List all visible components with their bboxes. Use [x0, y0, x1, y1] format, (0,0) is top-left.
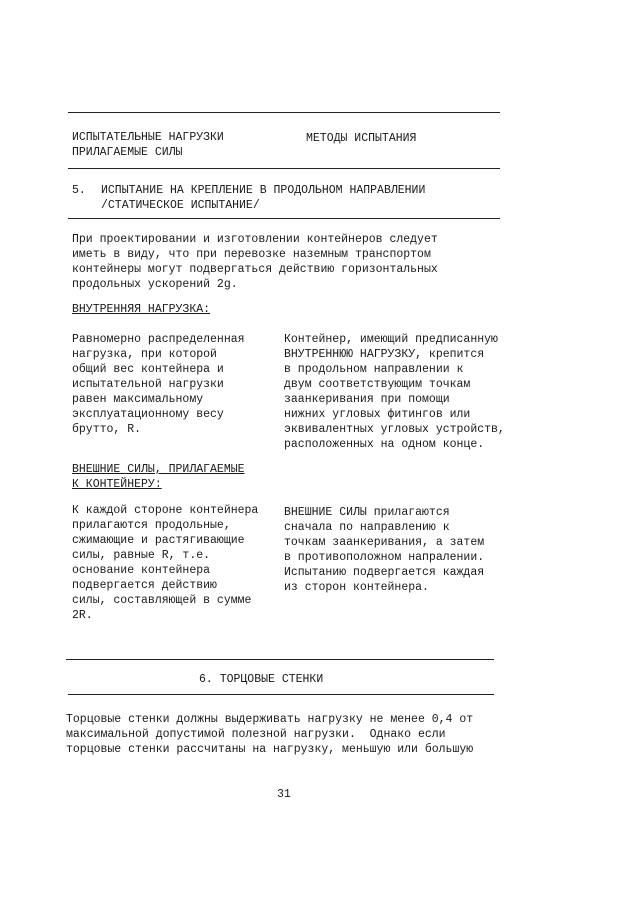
intro-line: продольных ускорений 2g.	[72, 278, 238, 291]
external-forces-right-line: ВНЕШНИЕ СИЛЫ прилагаются	[284, 506, 450, 519]
internal-load-left-line: равен максимальному	[72, 393, 204, 406]
external-forces-left-line: К каждой стороне контейнера	[72, 504, 259, 517]
internal-load-right	[284, 332, 505, 452]
external-forces-left-line: 2R.	[72, 609, 93, 622]
internal-load-right-line: ВНУТРЕННЮЮ НАГРУЗКУ, крепится	[284, 348, 485, 361]
internal-load-left-line: брутто, R.	[72, 423, 142, 436]
rule-header-bottom	[68, 168, 500, 169]
external-forces-right-line: Испытанию подвергается каждая	[284, 566, 485, 579]
intro-paragraph	[72, 232, 438, 292]
rule-section6-top	[66, 659, 494, 660]
external-forces-left-line: сжимающие и растягивающие	[72, 534, 245, 547]
internal-load-left	[72, 332, 245, 437]
section6-body-line: Торцовые стенки должны выдерживать нагрузку не менее 0,4 от	[66, 713, 474, 726]
internal-load-right-line: Контейнер, имеющий предписанную	[284, 333, 498, 346]
internal-load-left-line: Равномерно распределенная	[72, 333, 245, 346]
internal-load-left-line: эксплуатационному весу	[72, 408, 224, 421]
external-forces-right-line: в противоположном напралении.	[284, 551, 485, 564]
header-left	[72, 130, 224, 160]
internal-load-right-line: нижних угловых фитингов или	[284, 408, 471, 421]
external-forces-left-line: подвергается действию	[72, 579, 217, 592]
internal-load-right-line: эквивалентных угловых устройств,	[284, 423, 505, 436]
header-left-line2: ПРИЛАГАЕМЫЕ СИЛЫ	[72, 146, 183, 159]
internal-load-heading: ВНУТРЕННЯЯ НАГРУЗКА:	[72, 303, 211, 316]
external-forces-heading-line2: К КОНТЕЙНЕРУ:	[72, 478, 162, 491]
section5-title-line1: ИСПЫТАНИЕ НА КРЕПЛЕНИЕ В ПРОДОЛЬНОМ НАПРАВЛЕНИИ	[101, 184, 426, 197]
section5-number: 5.	[72, 184, 86, 197]
rule-top	[68, 112, 500, 113]
section6-body-line: торцовые стенки рассчитаны на нагрузку, меньшую или большую	[66, 743, 474, 756]
section5-title-line2: /СТАТИЧЕСКОЕ ИСПЫТАНИЕ/	[101, 199, 260, 212]
external-forces-left-line: основание контейнера	[72, 564, 211, 577]
section6-body-line: максимальной допустимой полезной нагрузки. Однако если	[66, 728, 446, 741]
intro-line: иметь в виду, что при перевозке наземным транспортом	[72, 248, 431, 261]
section6-title: 6. ТОРЦОВЫЕ СТЕНКИ	[199, 673, 324, 686]
section5-title	[101, 183, 425, 213]
internal-load-left-line: общий вес контейнера и	[72, 363, 224, 376]
external-forces-left-line: прилагаются продольные,	[72, 519, 231, 532]
internal-load-right-line: двум соответствующим точкам	[284, 378, 471, 391]
external-forces-heading	[72, 462, 245, 492]
internal-load-left-line: нагрузка, при которой	[72, 348, 217, 361]
external-forces-left-line: силы, составляющей в сумме	[72, 594, 252, 607]
section6-body	[66, 712, 473, 757]
rule-section6-bottom	[68, 694, 494, 695]
external-forces-right-line: из сторон контейнера.	[284, 581, 429, 594]
header-left-line1: ИСПЫТАТЕЛЬНЫЕ НАГРУЗКИ	[72, 131, 224, 144]
external-forces-left-line: силы, равные R, т.е.	[72, 549, 211, 562]
external-forces-right-line: сначала по направлению к	[284, 521, 450, 534]
internal-load-right-line: в продольном направлении к	[284, 363, 464, 376]
external-forces-right	[284, 505, 484, 595]
rule-section5-bottom	[68, 218, 500, 219]
internal-load-right-line: расположенных на одном конце.	[284, 438, 485, 451]
internal-load-right-line: заанкеривания при помощи	[284, 393, 450, 406]
intro-line: контейнеры могут подвергаться действию горизонтальных	[72, 263, 438, 276]
external-forces-heading-line1: ВНЕШНИЕ СИЛЫ, ПРИЛАГАЕМЫЕ	[72, 463, 245, 476]
page-number: 31	[277, 788, 291, 801]
intro-line: При проектировании и изготовлении контейнеров следует	[72, 233, 438, 246]
external-forces-left	[72, 503, 258, 623]
external-forces-right-line: точкам заанкеривания, а затем	[284, 536, 485, 549]
header-right: МЕТОДЫ ИСПЫТАНИЯ	[306, 132, 417, 145]
internal-load-left-line: испытательной нагрузки	[72, 378, 224, 391]
